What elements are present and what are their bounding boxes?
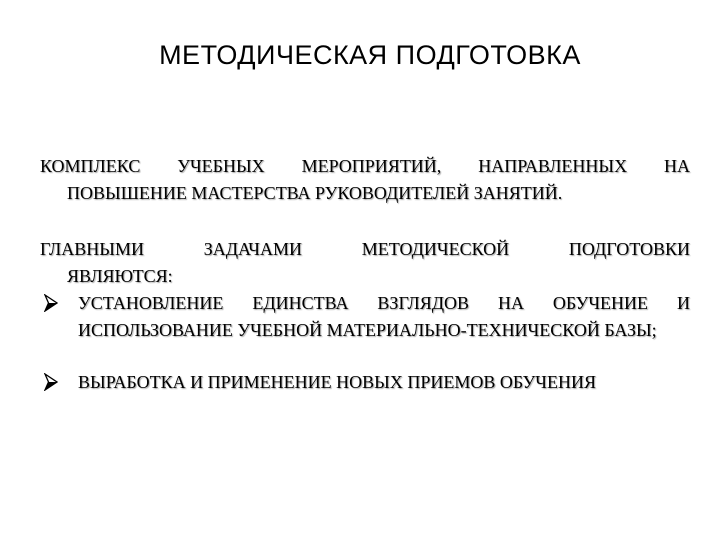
bullet-item xyxy=(44,369,690,396)
bullet-item xyxy=(44,290,690,344)
slide-title: МЕТОДИЧЕСКАЯ ПОДГОТОВКА xyxy=(159,40,581,70)
definition-paragraph xyxy=(40,153,690,207)
definition-line-1: КОМПЛЕКС УЧЕБНЫХ МЕРОПРИЯТИЙ, НАПРАВЛЕННЫХ НА xyxy=(40,156,690,176)
tasks-intro-paragraph xyxy=(40,236,690,290)
arrow-bullet-icon xyxy=(44,373,58,391)
bullet-text: УСТАНОВЛЕНИЕ ЕДИНСТВА ВЗГЛЯДОВ НА ОБУЧЕНИЕ И ИСПОЛЬЗОВАНИЕ УЧЕБНОЙ МАТЕРИАЛЬНО-ТЕХНИЧЕСКОЙ БАЗЫ; xyxy=(78,293,690,340)
bullet-text: ВЫРАБОТКА И ПРИМЕНЕНИЕ НОВЫХ ПРИЕМОВ ОБУЧЕНИЯ xyxy=(78,372,596,392)
tasks-intro-line-2: ЯВЛЯЮТСЯ: xyxy=(67,266,173,286)
tasks-intro-line-1: ГЛАВНЫМИ ЗАДАЧАМИ МЕТОДИЧЕСКОЙ ПОДГОТОВКИ xyxy=(40,239,690,259)
arrow-bullet-icon xyxy=(44,294,58,312)
definition-line-2: ПОВЫШЕНИЕ МАСТЕРСТВА РУКОВОДИТЕЛЕЙ ЗАНЯТИЙ. xyxy=(67,183,563,203)
